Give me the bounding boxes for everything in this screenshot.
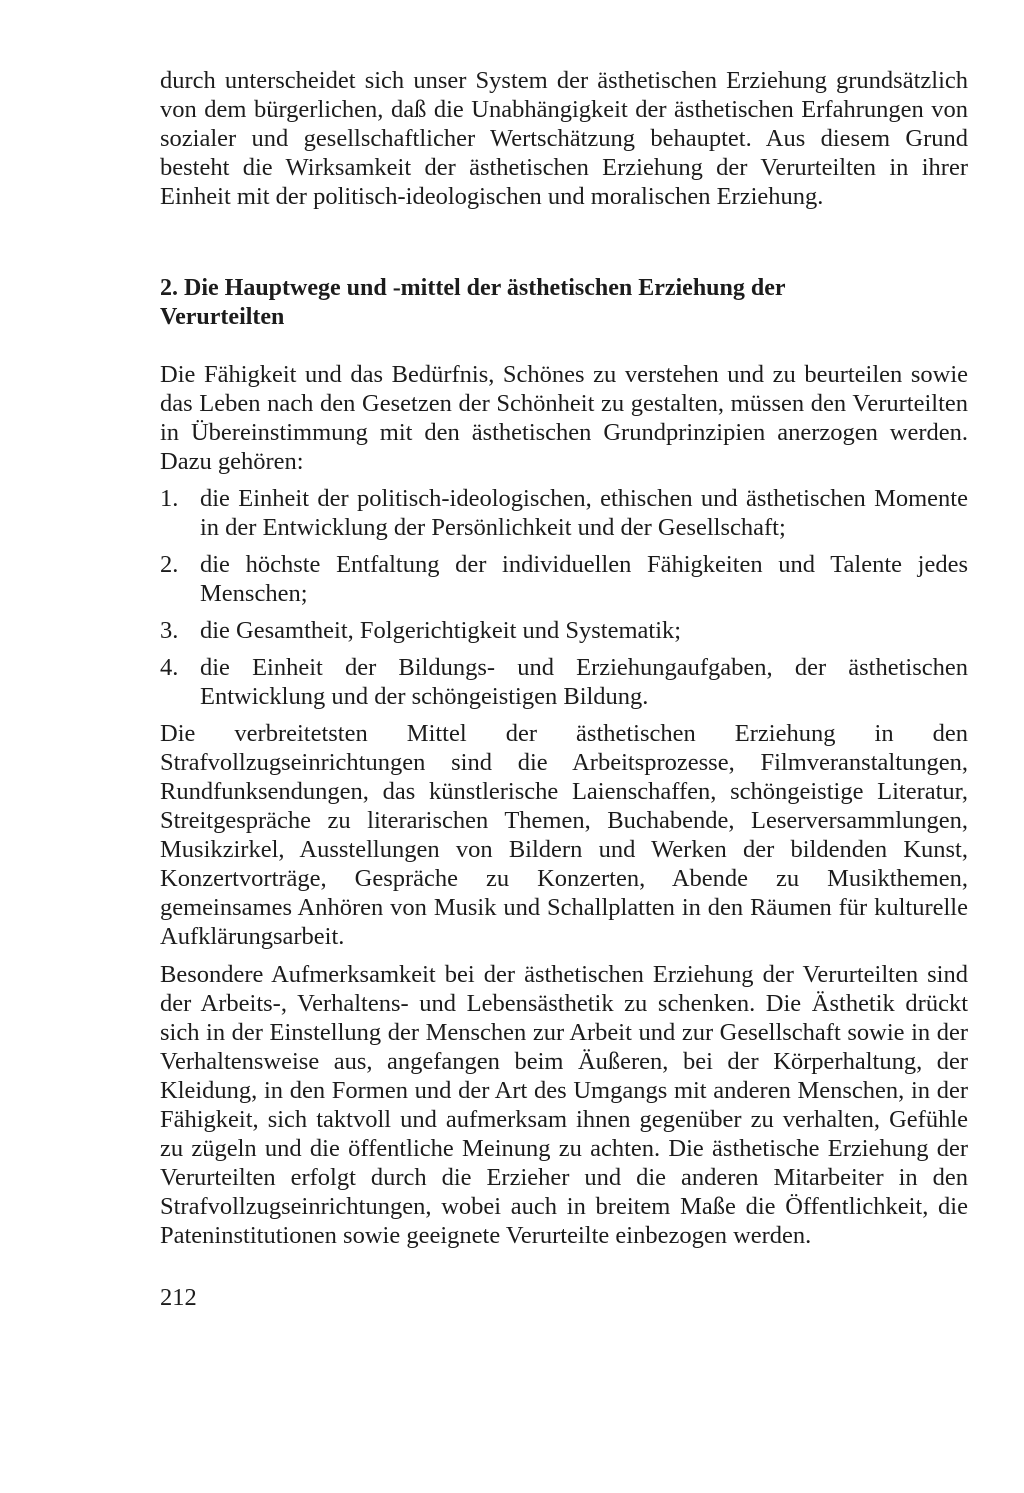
paragraph-principles: Die Fähigkeit und das Bedürfnis, Schönes zu verstehen und zu beurteilen sowie das Leben nach den Gesetzen der Schönheit zu gestalten, müssen den Verurteilten in Übereinstimmung mit den ästhetischen Grundprinzipien anerzogen werden. Dazu gehören: <box>160 361 968 475</box>
paragraph-means: Die verbreitetsten Mittel der ästhetischen Erziehung in den Strafvollzugseinrichtungen sind die Arbeitsprozesse, Filmveranstaltungen, Rundfunksendungen, das künstlerische Laienschaffen, schöngeistige Literatur, Streitgespräche zu literarischen Themen, Buchabende, Leserversammlungen, Musikzirkel, Ausstellungen von Bildern und Werken der bildenden Kunst, Konzertvorträge, Gespräche zu Konzerten, Abende zu Musikthemen, gemeinsames Anhören von Musik und Schallplatten in den Räumen für kulturelle Aufklärungsarbeit. <box>160 720 968 950</box>
list-item-number: 2. <box>160 551 179 578</box>
principles-list <box>160 484 968 711</box>
list-item <box>160 653 968 711</box>
intro-paragraph: durch unterscheidet sich unser System der ästhetischen Erziehung grundsätzlich von dem bürgerlichen, daß die Unabhängigkeit der ästhetischen Erfahrungen von sozialer und gesellschaftlicher Wertschätzung behauptet. Aus diesem Grund besteht die Wirksamkeit der ästhetischen Erziehung der Verurteilten in ihrer Einheit mit der politisch-ideologischen und moralischen Erziehung. <box>160 67 968 210</box>
list-item <box>160 616 968 645</box>
list-item-text: die Gesamtheit, Folgerichtigkeit und Systematik; <box>200 617 682 644</box>
page-number: 212 <box>160 1284 197 1311</box>
list-item <box>160 484 968 542</box>
list-item-number: 4. <box>160 654 179 681</box>
paragraph-attention: Besondere Aufmerksamkeit bei der ästhetischen Erziehung der Verurteilten sind der Arbeits-, Verhaltens- und Lebensästhetik zu schenken. Die Ästhetik drückt sich in der Einstellung der Menschen zur Arbeit und zur Gesellschaft sowie in der Verhaltensweise aus, angefangen beim Äußeren, bei der Körperhaltung, der Kleidung, in den Formen und der Art des Umgangs mit anderen Menschen, in der Fähigkeit, sich taktvoll und aufmerksam ihnen gegenüber zu verhalten, Gefühle zu zügeln und die öffentliche Meinung zu achten. Die ästhetische Erziehung der Verurteilten erfolgt durch die Erzieher und die anderen Mitarbeiter in den Strafvollzugseinrichtungen, wobei auch in breitem Maße die Öffentlichkeit, die Pateninstitutionen sowie geeignete Verurteilte einbezogen werden. <box>160 961 968 1249</box>
list-item <box>160 550 968 608</box>
book-page <box>160 66 968 1312</box>
list-item-number: 1. <box>160 485 179 512</box>
list-item-text: die Einheit der Bildungs- und Erziehungaufgaben, der ästhetischen Entwicklung und der schöngeistigen Bildung. <box>200 654 968 710</box>
list-item-text: die höchste Entfaltung der individuellen Fähigkeiten und Talente jedes Menschen; <box>200 551 968 607</box>
list-item-number: 3. <box>160 617 179 644</box>
section-heading: 2. Die Hauptwege und -mittel der ästhetischen Erziehung der Verurteilten <box>160 275 786 330</box>
list-item-text: die Einheit der politisch-ideologischen, ethischen und ästhetischen Momente in der Entwicklung der Persönlichkeit und der Gesellschaft; <box>200 485 968 541</box>
